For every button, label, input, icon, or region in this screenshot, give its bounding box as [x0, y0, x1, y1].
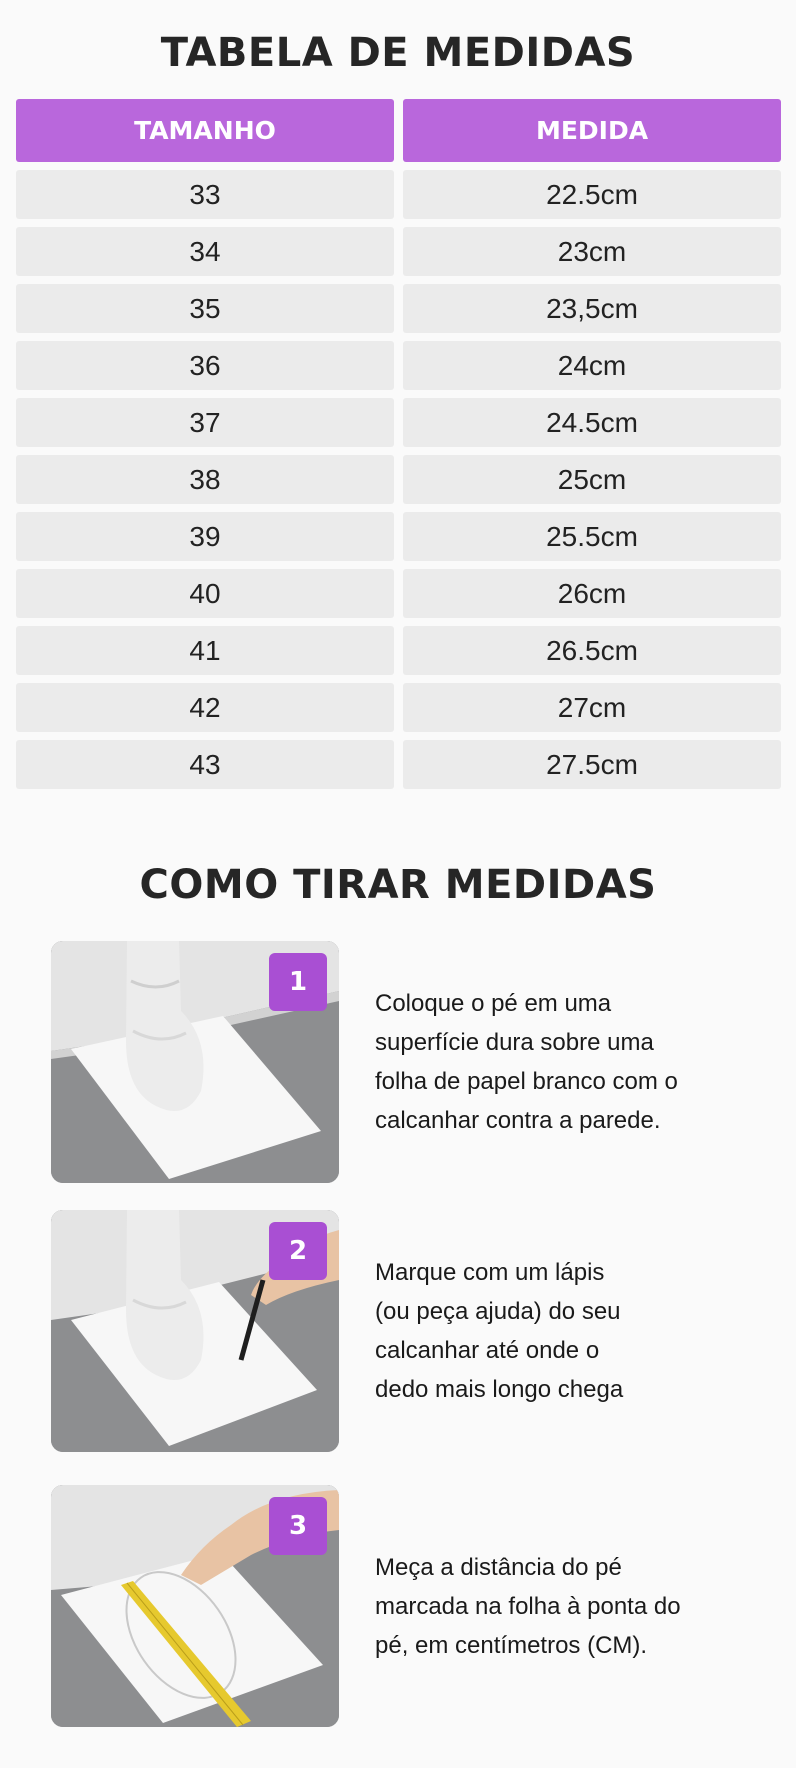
table-row [16, 341, 781, 390]
measure-cell: 23cm [403, 227, 781, 276]
measure-cell: 26cm [403, 569, 781, 618]
step-number-badge: 1 [269, 953, 327, 1011]
step-2-text: Marque com um lápis (ou peça ajuda) do seu calcanhar até onde o dedo mais longo chega [375, 1259, 624, 1403]
table-row [16, 683, 781, 732]
measure-cell: 23,5cm [403, 284, 781, 333]
foot-on-paper-photo [51, 941, 339, 1183]
size-table-header [16, 99, 781, 162]
size-cell: 37 [16, 398, 394, 447]
size-cell: 42 [16, 683, 394, 732]
size-cell: 41 [16, 626, 394, 675]
measure-cell: 25cm [403, 455, 781, 504]
table-row [16, 170, 781, 219]
measure-cell: 25.5cm [403, 512, 781, 561]
size-table [16, 99, 781, 797]
table-row [16, 455, 781, 504]
step-2 [51, 1210, 771, 1452]
step-1-text: Coloque o pé em uma superfície dura sobre uma folha de papel branco com o calcanhar contra a parede. [375, 990, 678, 1134]
measuring-tape-photo [51, 1485, 339, 1727]
measure-cell: 27cm [403, 683, 781, 732]
measure-cell: 22.5cm [403, 170, 781, 219]
how-to-title: COMO TIRAR MEDIDAS [139, 862, 657, 908]
step-1 [51, 941, 771, 1183]
table-row [16, 284, 781, 333]
step-number-badge: 3 [269, 1497, 327, 1555]
table-row [16, 512, 781, 561]
table-row [16, 569, 781, 618]
size-cell: 40 [16, 569, 394, 618]
table-row [16, 740, 781, 789]
size-cell: 38 [16, 455, 394, 504]
size-table-body [16, 170, 781, 789]
header-measure: MEDIDA [403, 99, 781, 162]
size-cell: 35 [16, 284, 394, 333]
measure-cell: 26.5cm [403, 626, 781, 675]
measure-cell: 24cm [403, 341, 781, 390]
step-3-text: Meça a distância do pé marcada na folha à ponta do pé, em centímetros (CM). [375, 1553, 681, 1659]
step-number-badge: 2 [269, 1222, 327, 1280]
size-table-title: TABELA DE MEDIDAS [160, 30, 636, 76]
measure-cell: 24.5cm [403, 398, 781, 447]
step-3 [51, 1485, 771, 1727]
table-row [16, 626, 781, 675]
table-row [16, 227, 781, 276]
header-size: TAMANHO [16, 99, 394, 162]
size-cell: 43 [16, 740, 394, 789]
table-row [16, 398, 781, 447]
marking-with-pencil-photo [51, 1210, 339, 1452]
size-cell: 36 [16, 341, 394, 390]
size-cell: 39 [16, 512, 394, 561]
size-cell: 34 [16, 227, 394, 276]
size-cell: 33 [16, 170, 394, 219]
measure-cell: 27.5cm [403, 740, 781, 789]
